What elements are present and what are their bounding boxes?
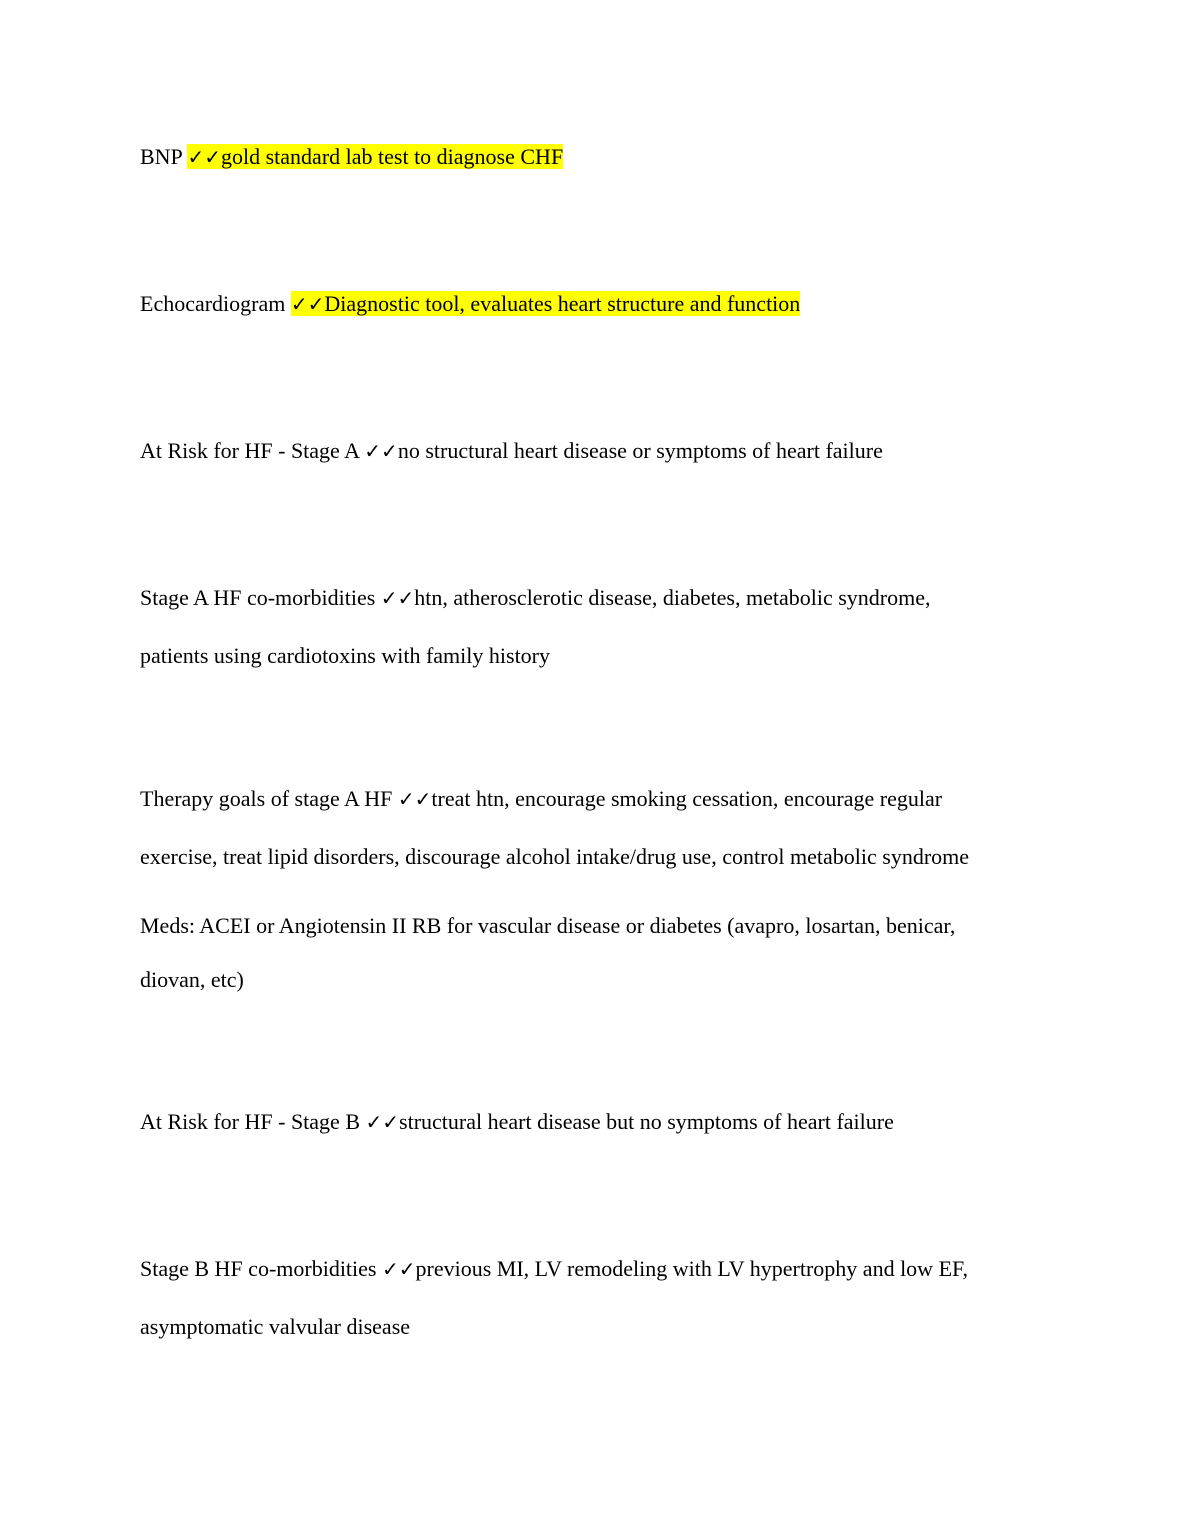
entry-bnp: [140, 142, 563, 172]
highlighted-answer: [291, 291, 800, 316]
entry-term: Therapy goals of stage A HF: [140, 786, 393, 811]
meds-line1: Meds: ACEI or Angiotensin II RB for vascular disease or diabetes (avapro, losartan, benicar,: [140, 913, 956, 938]
entry-term: Stage B HF co-morbidities: [140, 1256, 377, 1281]
meds-line2: diovan, etc): [140, 967, 244, 992]
entry-stage-a-comorbidities-cont: [140, 641, 550, 671]
highlighted-answer: [187, 144, 563, 169]
entry-term: At Risk for HF - Stage A: [140, 438, 359, 463]
double-check-icon: ✓✓: [187, 145, 221, 169]
entry-stage-a: [140, 436, 883, 466]
double-check-icon: ✓✓: [290, 292, 325, 316]
entry-therapy-goals: [140, 784, 942, 814]
entry-echocardiogram: [140, 289, 800, 319]
double-check-icon: ✓✓: [397, 787, 432, 811]
entry-definition: no structural heart disease or symptoms of heart failure: [397, 438, 883, 463]
entry-term: Stage A HF co-morbidities: [140, 585, 376, 610]
entry-definition: gold standard lab test to diagnose CHF: [221, 144, 564, 169]
entry-definition: structural heart disease but no symptoms of heart failure: [399, 1109, 894, 1134]
entry-therapy-meds: [140, 911, 955, 941]
entry-definition-line1: previous MI, LV remodeling with LV hypertrophy and low EF,: [415, 1256, 968, 1281]
double-check-icon: ✓✓: [381, 1257, 416, 1281]
entry-definition: Diagnostic tool, evaluates heart structure and function: [324, 291, 801, 316]
entry-therapy-meds-cont: [140, 965, 244, 995]
entry-stage-b: [140, 1107, 894, 1137]
entry-definition-line2: asymptomatic valvular disease: [140, 1314, 411, 1339]
entry-term: Echocardiogram: [140, 291, 286, 316]
entry-therapy-goals-cont: [140, 842, 969, 872]
entry-stage-a-comorbidities: [140, 583, 931, 613]
double-check-icon: ✓✓: [380, 586, 415, 610]
entry-definition-line1: treat htn, encourage smoking cessation, encourage regular: [431, 786, 943, 811]
entry-definition-line1: htn, atherosclerotic disease, diabetes, metabolic syndrome,: [414, 585, 931, 610]
entry-term: At Risk for HF - Stage B: [140, 1109, 360, 1134]
entry-term: BNP: [140, 144, 182, 169]
double-check-icon: ✓✓: [364, 439, 398, 463]
entry-stage-b-comorbidities: [140, 1254, 968, 1284]
entry-definition-line2: exercise, treat lipid disorders, discourage alcohol intake/drug use, control metabolic syndrome: [140, 844, 970, 869]
double-check-icon: ✓✓: [365, 1110, 400, 1134]
entry-stage-b-comorbidities-cont: [140, 1312, 410, 1342]
entry-definition-line2: patients using cardiotoxins with family history: [140, 643, 551, 668]
